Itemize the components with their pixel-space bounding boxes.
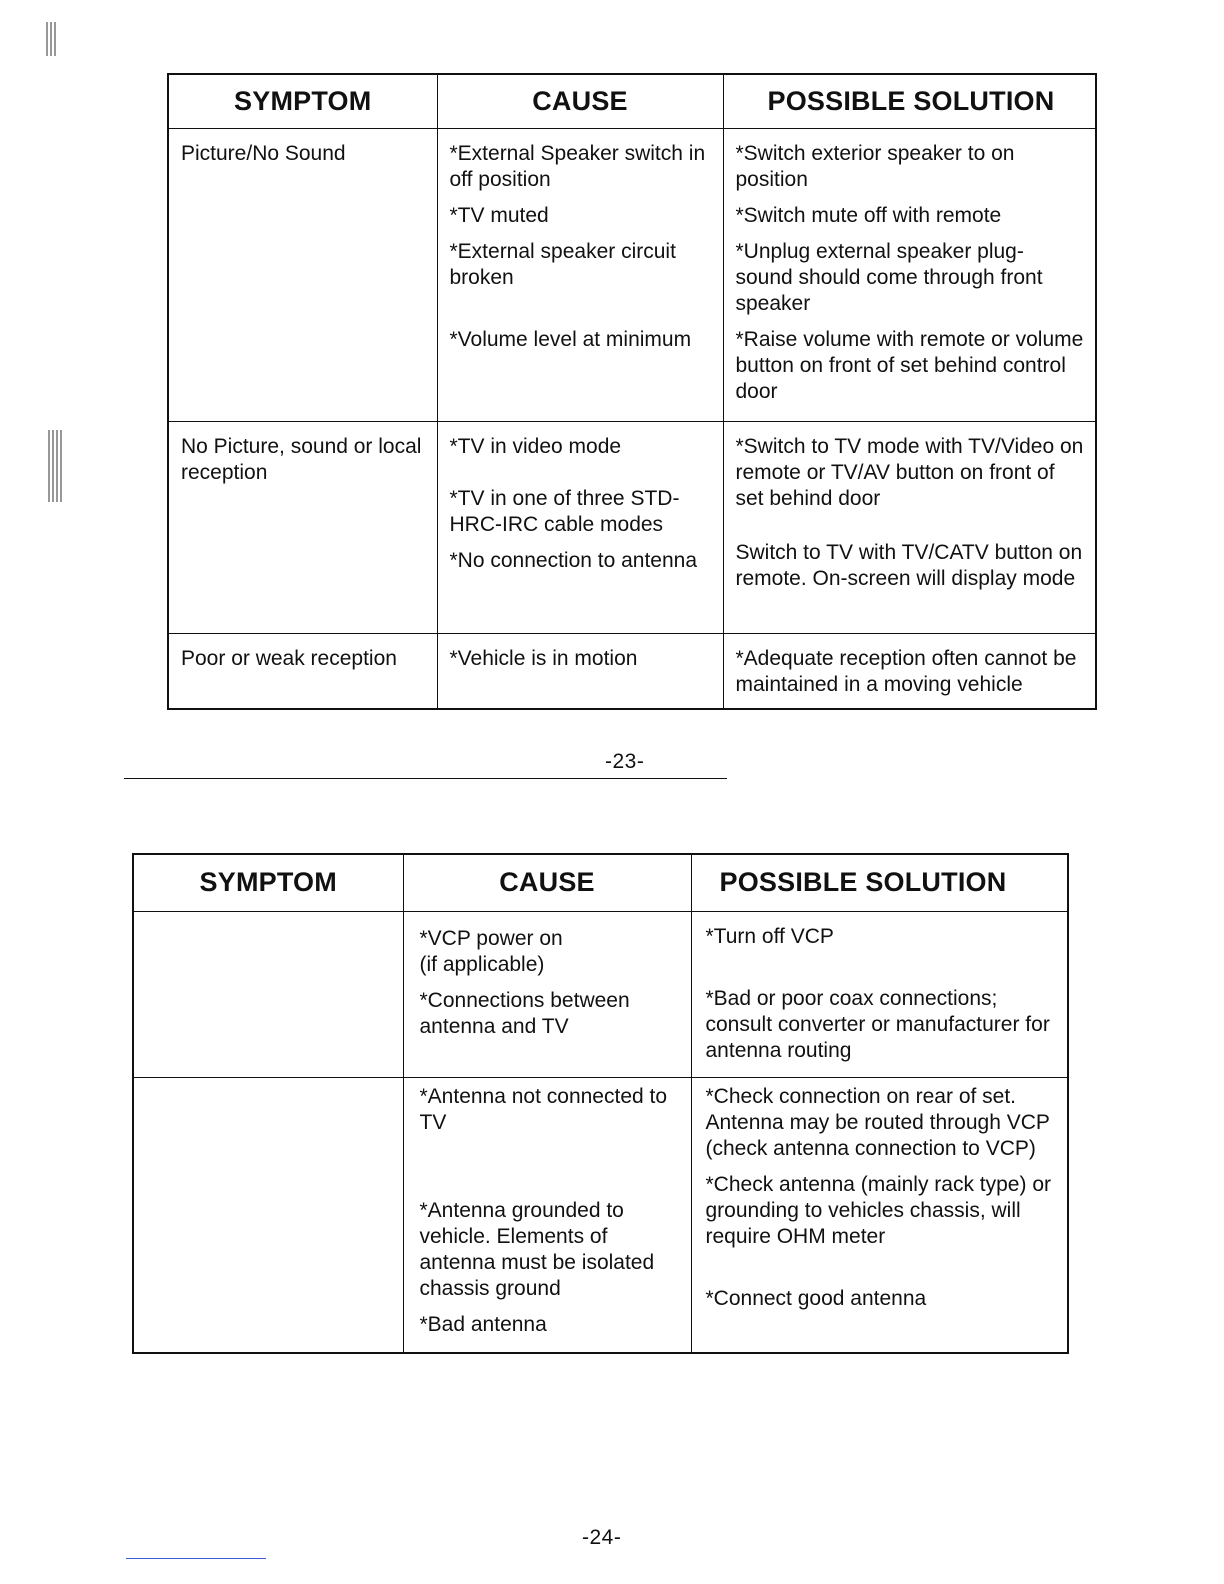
solution-header: POSSIBLE SOLUTION — [691, 854, 1068, 911]
cause-entry: *Antenna not connected to TV — [419, 1084, 668, 1134]
cause-entry: *Connections between antenna and TV — [419, 988, 630, 1038]
solution-entry: *Switch to TV mode with TV/Video on remote or TV/AV button on front of set behind door — [735, 434, 1084, 510]
cause-entry: *External Speaker switch in off position — [449, 141, 706, 191]
solution-entry: *Raise volume with remote or volume button on front of set behind control door — [735, 327, 1084, 403]
table-row — [168, 421, 1096, 633]
page-divider — [124, 778, 727, 779]
solution-entry: *Check connection on rear of set. Antenna may be routed through VCP (check antenna connection to VCP) — [705, 1084, 1050, 1160]
table-row — [168, 128, 1096, 421]
cause-header: CAUSE — [437, 74, 723, 128]
symptom-cell — [133, 911, 403, 1077]
symptom-text: Poor or weak reception — [181, 646, 397, 670]
symptom-cell — [168, 421, 437, 633]
solution-entry: *Switch exterior speaker to on position — [735, 141, 1015, 191]
cause-cell — [437, 633, 723, 709]
page-number: -23- — [605, 750, 645, 773]
cause-header: CAUSE — [403, 854, 691, 911]
cause-entry: *VCP power on (if applicable) — [419, 926, 563, 976]
scan-artifact — [48, 430, 62, 502]
symptom-header: SYMPTOM — [133, 854, 403, 911]
cause-entry: *External speaker circuit broken — [449, 239, 676, 289]
troubleshooting-table-top — [167, 73, 1097, 710]
cause-entry: *Volume level at minimum — [449, 327, 692, 351]
cause-entry: *TV in video mode — [449, 434, 622, 458]
cause-entry: *Bad antenna — [419, 1312, 547, 1336]
symptom-header: SYMPTOM — [168, 74, 437, 128]
solution-cell — [723, 421, 1096, 633]
cause-entry: *Vehicle is in motion — [449, 646, 638, 670]
cause-entry: *TV in one of three STD- HRC-IRC cable modes — [449, 486, 680, 536]
solution-entry: Switch to TV with TV/CATV button on remote. On-screen will display mode — [735, 540, 1083, 590]
troubleshooting-table-bottom — [132, 853, 1069, 1354]
table-row — [168, 633, 1096, 709]
cause-cell — [403, 911, 691, 1077]
page-edge-line — [126, 1558, 266, 1559]
table-row — [133, 1077, 1068, 1353]
symptom-text: Picture/No Sound — [181, 141, 346, 165]
solution-cell — [691, 1077, 1068, 1353]
cause-cell — [437, 128, 723, 421]
solution-entry: *Connect good antenna — [705, 1286, 927, 1310]
cause-cell — [437, 421, 723, 633]
table-row — [133, 911, 1068, 1077]
cause-cell — [403, 1077, 691, 1353]
header-row — [168, 74, 1096, 128]
page-number: -24- — [582, 1526, 622, 1549]
cause-entry: *TV muted — [449, 203, 549, 227]
solution-header: POSSIBLE SOLUTION — [723, 74, 1096, 128]
cause-entry: *Antenna grounded to vehicle. Elements of antenna must be isolated chassis ground — [419, 1198, 655, 1300]
solution-entry: *Turn off VCP — [705, 924, 834, 948]
scan-artifact — [46, 22, 56, 56]
solution-entry: *Check antenna (mainly rack type) or grounding to vehicles chassis, will require OHM meter — [705, 1172, 1051, 1248]
solution-entry: *Switch mute off with remote — [735, 203, 1002, 227]
solution-entry: *Adequate reception often cannot be maintained in a moving vehicle — [735, 646, 1077, 696]
symptom-cell — [168, 633, 437, 709]
solution-cell — [691, 911, 1068, 1077]
symptom-cell — [168, 128, 437, 421]
header-row — [133, 854, 1068, 911]
solution-entry: *Bad or poor coax connections; consult converter or manufacturer for antenna routing — [705, 986, 1050, 1062]
solution-cell — [723, 128, 1096, 421]
solution-entry: *Unplug external speaker plug- sound should come through front speaker — [735, 239, 1043, 315]
symptom-cell — [133, 1077, 403, 1353]
page-24 — [0, 800, 1224, 1584]
symptom-text: No Picture, sound or local reception — [181, 434, 422, 484]
solution-cell — [723, 633, 1096, 709]
cause-entry: *No connection to antenna — [449, 548, 698, 572]
